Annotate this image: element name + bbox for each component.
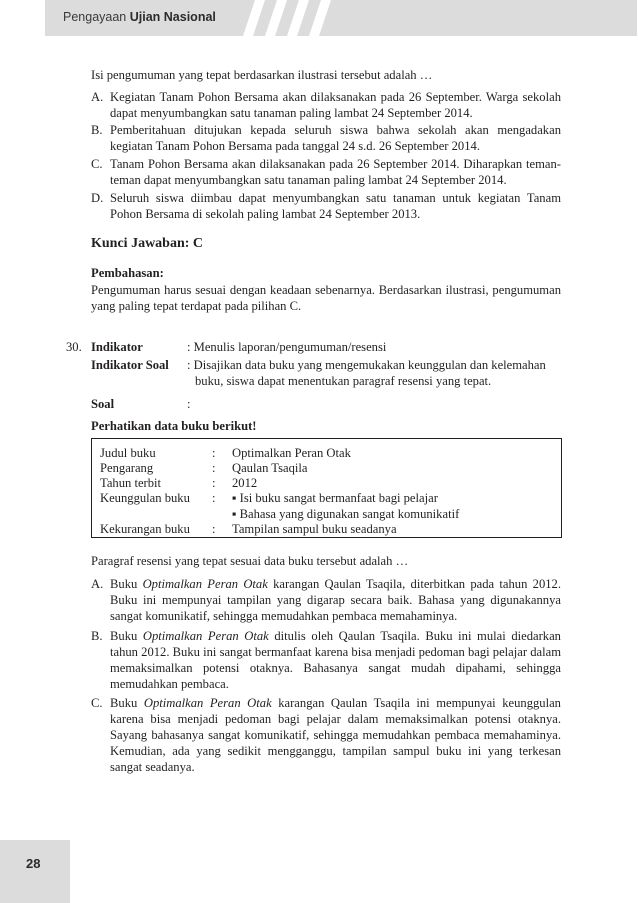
q30-number: 30. <box>66 340 82 354</box>
page-number-box <box>0 840 70 903</box>
q30-option-c: C. Buku Optimalkan Peran Otak karangan Qaulan Tsaqila ini mempunyai keunggulan karena bisa menjadi pedoman bagi pelajar dalam memaksimalkan potensi otaknya. Sayang bahasanya sangat komunikatif, sehingga memudahkan pembaca memahaminya. Kemudian, ada yang sedikit mengganggu, tampilan sampul buku ini yang terkesan sangat seadanya. <box>91 696 561 774</box>
q30-instruction: Perhatikan data buku berikut! <box>91 419 257 433</box>
discussion-text: Pengumuman harus sesuai dengan keadaan sebenarnya. Berdasarkan ilustrasi, pengumuman yang paling tepat terdapat pada pilihan C. <box>91 283 561 313</box>
discussion-title: Pembahasan: <box>91 266 164 280</box>
q30-option-b: B. Buku Optimalkan Peran Otak ditulis oleh Qaulan Tsaqila. Buku ini mulai diedarkan tahun 2012. Buku ini sangat bermanfaat karena bisa menjadi pedoman bagi pelajar dalam memaksimalkan potensi otaknya. Bahasanya sangat mudah dipahami, sehingga memudahkan pembaca. <box>91 629 561 691</box>
q29-option-a: A. Kegiatan Tanam Pohon Bersama akan dilaksanakan pada 26 September. Warga sekolah dapat menyumbangkan satu tanaman paling lambat 24 September 2014. <box>91 90 561 120</box>
book-strength-row-2: ▪ Bahasa yang digunakan sangat komunikatif <box>232 507 460 521</box>
q29-stem: Isi pengumuman yang tepat berdasarkan ilustrasi tersebut adalah … <box>91 68 433 82</box>
indikator-row: Indikator : Menulis laporan/pengumuman/resensi <box>91 340 387 354</box>
book-strength-row: Keunggulan buku : ▪ Isi buku sangat bermanfaat bagi pelajar <box>100 491 438 505</box>
q29-option-d: D. Seluruh siswa diimbau dapat menyumbangkan satu tanaman untuk kegiatan Tanam Pohon Bersama di sekolah paling lambat 24 September 2013. <box>91 191 561 221</box>
page-number: 28 <box>26 856 41 871</box>
book-title-row: Judul buku : Optimalkan Peran Otak <box>100 446 351 460</box>
q30-option-a: A. Buku Optimalkan Peran Otak karangan Qaulan Tsaqila, diterbitkan pada tahun 2012. Buku ini mempunyai tampilan yang digarap secara baik. Bahasa yang digunakannya sangat komunikatif, sehingga memudahkan pembaca memahaminya. <box>91 577 561 623</box>
header-title: Pengayaan Ujian Nasional <box>63 10 216 24</box>
bullet-icon: ▪ <box>232 491 237 505</box>
header-stripes-decoration <box>243 0 343 36</box>
soal-row: Soal : <box>91 397 191 411</box>
book-weakness-row: Kekurangan buku : Tampilan sampul buku seadanya <box>100 522 397 536</box>
bullet-icon: ▪ <box>232 507 237 521</box>
book-title-italic: Optimalkan Peran Otak <box>143 696 272 710</box>
q30-stem: Paragraf resensi yang tepat sesuai data buku tersebut adalah … <box>91 554 409 568</box>
answer-key: Kunci Jawaban: C <box>91 236 204 251</box>
book-title-italic: Optimalkan Peran Otak <box>142 629 269 643</box>
q29-option-c: C. Tanam Pohon Bersama akan dilaksanakan pada 26 September 2014. Diharapkan teman-teman dapat menyumbangkan satu tanaman paling lambat 24 September 2014. <box>91 157 561 187</box>
book-title-italic: Optimalkan Peran Otak <box>142 577 268 591</box>
book-year-row: Tahun terbit : 2012 <box>100 476 258 490</box>
book-data-box <box>91 438 562 538</box>
indikator-soal-row: Indikator Soal : Disajikan data buku yang mengemukakan keunggulan dan kelemahan buku, siswa dapat menentukan paragraf resensi yang tepat. <box>91 358 546 388</box>
q29-option-b: B. Pemberitahuan ditujukan kepada seluruh siswa bahwa sekolah akan mengadakan kegiatan Tanam Pohon Bersama pada tanggal 24 s.d. 26 September 2014. <box>91 123 561 153</box>
book-author-row: Pengarang : Qaulan Tsaqila <box>100 461 308 475</box>
